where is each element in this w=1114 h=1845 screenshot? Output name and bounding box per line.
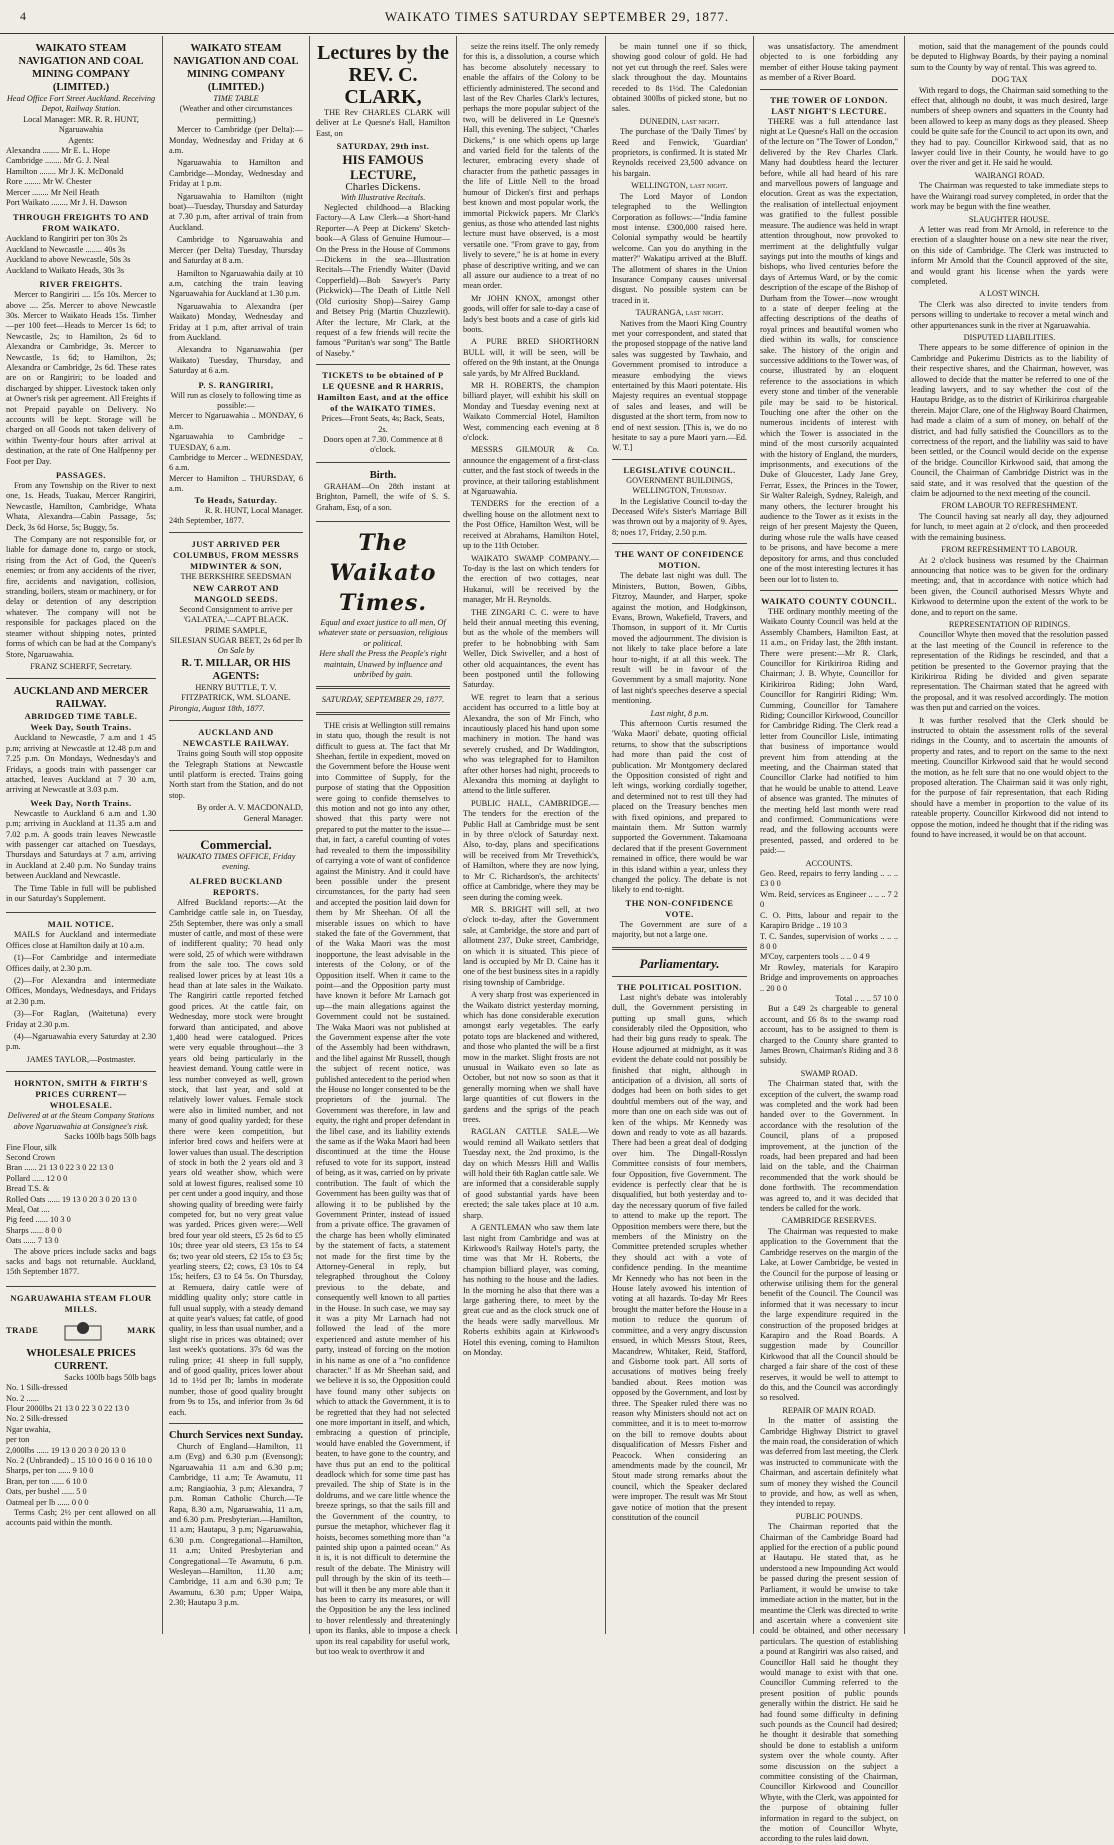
wholesale-row: Ngar uwahia, — [6, 1424, 51, 1434]
refreshment-text: At 2 o'clock business was resumed by the Chairman announcing that notice was to be given for the ordinary meeting; and, that in accordance with notice which had been given, the Council authorised Messrs Whyte and Kirkwood to determine upon the extent of the work to be done, and to report on the same. — [911, 555, 1108, 617]
wholesale-note: Terms Cash; 2½ per cent allowed on all accounts paid within the month. — [6, 1508, 156, 1528]
river-freights-text: Mercer to Rangiriri .... 15s 10s. Mercer to above .... 25s. Mercer to above Newcastle 30s. Mercer to Waikato Heads 15s. Timber—per 100 feet—Heads to Mercer 1s 6d; to Newcastle, 2s; to Hamilton, 2s 6d to Alexandra or Cambridge, 3s. Mercer to Newcastle, 1s 6d; to Hamilton, 2s; Alexandra or Cambridge, 2s 6d. These rates are on or Rangiriri; to be loaded and discharged by shipper. Livestock taken only at Owner's risk per agreement. All Freights if not Prepaid payable on Delivery. No accounts will be kept. Storage will be charged on all Goods not taken delivery of within Twenty-four hours after arrival at destination, at the rate of One Halfpenny per Foot per Day. — [6, 290, 156, 466]
news-item: Mr JOHN KNOX, amongst other goods, will offer for sale to-day a case of lady's best boots and a case of girls kid boots. — [463, 293, 600, 334]
price-row: Bread T.S. & — [6, 1184, 50, 1194]
rangiriri-text: Will run as closely to following time as possible:— — [170, 390, 302, 410]
wholesale-row: Bran, per ton ...... 6 10 0 — [6, 1476, 87, 1486]
church-text: Church of England—Hamilton, 11 a.m (Evg) and 6.30 p.m (Evensong); Ngaruawahia 11 a.m and 6.30 p.m; Cambridge, 11 a.m; Te Awamutu, 11 a.m; Rangiaohia, 3 p.m; Alexandra, 7 p.m. Roman Catholic Church.—Te Rapa, 8.30 a.m, Ngaruawahia, 11 a.m, and 6.30 p.m. Presbyterian.—Hamilton, 11 a.m; Hautapu, 3 p.m; Ngaruawahia, 6.30 p.m. Congregational—Hamilton, 11 a.m; United Presbyterian and Congregational—Te Awamutu, 6 p.m. Wesleyan—Hamilton, 11.30 a.m; Cambridge, 11 a.m and 6.30 p.m; Te Awamutu, 6.30 p.m; Upper Waipa, 2.30; Hautapu 3 p.m. — [169, 1442, 303, 1608]
account-row: Mr Rowley, materials for Karapiro Bridge and improvements on approaches .. 20 0 0 — [760, 962, 898, 993]
railway-note: The Time Table in full will be published in our Saturday's Supplement. — [6, 883, 156, 903]
lost-winch-text: The Clerk was also directed to invite tenders from persons willing to undertake to recover a metal winch and other appurtenances sunk in the river at Ngaruawahia. — [911, 299, 1108, 330]
slaughter-house-title: SLAUGHTER HOUSE. — [968, 214, 1051, 224]
trade-mark-emblem-icon — [63, 1318, 103, 1344]
county-council-title: WAIKATO COUNTY COUNCIL. — [761, 595, 897, 606]
arrived-ship: Second Consignment to arrive per 'GALATEA,'—CAPT BLACK. — [179, 604, 293, 625]
price-row: Sharps ...... 8 0 0 — [6, 1225, 62, 1235]
public-pounds-text: The Chairman reported that the Chairman of the Cambridge Board had applied for the erection of a public pound at Hautapu. He stated that, as he understood a new Impounding Act would be passed during the present session of Parliament, it would be unwise to take immediate action in the matter, but in the meantime the Clerk was directed to write and ascertain where a convenient site could be obtained, and other necessary particulars. The question of establishing a pound at Rangiriri was also raised, and Councillor Hall said he thought they would manage to exist with that one. Councillor Cumming referred to the present position of public pounds generally within the district. He said he had found some difficulty in defining such pounds as the Council had desired; he thought it desirable that something should be done to establish a uniform system over the whole county. After some discussion on the subject a committee consisting of the Chairman, Councillor Kirkwood and Councillor Whyte, with the Clerk, was appointed for the purpose of obtaining fuller information in regard to the subject, on the motion of Councillor Whyte, according to the rules laid down. — [760, 1522, 898, 1844]
non-confidence-text: The Government are sure of a majority, but not a large one. — [612, 919, 747, 940]
telegram-text: Natives from the Maori King Country met your correspondent, and stated that the proposed stoppage of the native land sales was suggested by Tawhaio, and Government promised to introduce a measure embodying the views entertained by this Maori potentate. His Majesty requires an eventual stoppage of sales and leases, and will be disgusted at the short term, from now to end of next session. [This is, we do no hesitate to say a pure Maori yarn.—Ed. W. T.] — [612, 318, 747, 453]
agent-line: Rore ........ Mr W. Chester — [6, 177, 92, 187]
page-number: 4 — [20, 9, 26, 23]
mail-item: (1)—For Cambridge and intermediate Offices daily, at 2.30 p.m. — [6, 953, 156, 973]
agents-label: Agents: — [68, 135, 94, 145]
news-item: PUBLIC HALL, CAMBRIDGE.—The tenders for the erection of the Public Hall at Cambridge must be sent in by three o'clock of Saturday next. Also, to-day, plans and specifications will be received from Mr Trevethick's, of Hamilton, where they are now lying, to Mr C. Richardson's, the architects' office at Cambridge, where they may be seen during the coming week. — [463, 798, 599, 902]
lectures-intro: THE Rev CHARLES CLARK will deliver at Le Quesne's Hall, Hamilton East, on — [316, 108, 450, 138]
news-item: MESSRS GILMOUR & Co. announce the engagement of a first-class cutter, and the fast stock of tweeds in the province, at their tailoring establishment at Ngaruawahia. — [463, 445, 599, 497]
freight-line: Auckland to Rangiriri per ton 30s 2s — [6, 234, 128, 244]
repair-road-title: REPAIR OF MAIN ROAD. — [782, 1405, 876, 1415]
wairangi-road-title: WAIRANGI ROAD. — [974, 170, 1045, 180]
rangiriri-row: Mercer to Ngaruawahia .. MONDAY, 6 a.m. — [169, 411, 303, 431]
account-row: M'Coy, carpenters tools .. .. 0 4 9 — [760, 952, 870, 962]
parliamentary-title: Parliamentary. — [639, 955, 720, 971]
account-row: C. O. Pitts, labour and repair to the Karapiro Bridge .. 19 10 3 — [760, 910, 898, 931]
south-trains-text: Auckland to Newcastle, 7 a.m and 1 45 p.m; arriving at Newcastle at 12.48 p.m and 7.25 p.m. On Mondays, Wednesday's and Fridays, a goods train with passenger car attached, leaves Auckland at 7 30 a.m, arriving at Newcastle at 3.03 p.m. — [6, 733, 156, 795]
south-trains-title: Week Day, South Trains. — [30, 722, 132, 733]
ridings-title: REPRESENTATION OF RIDINGS. — [948, 619, 1071, 629]
seeds-ad — [169, 539, 303, 721]
council-continued: motion, said that the management of the pounds could be deputed to Highway Boards, by their paying a nominal sum to the County by way of rental. This was agreed to. — [911, 42, 1108, 72]
newcastle-railway-notice — [169, 727, 303, 831]
price-row: Pig feed ...... 10 3 0 — [6, 1215, 71, 1225]
tower-title: THE TOWER OF LONDON. — [770, 94, 888, 105]
county-council-text: THE ordinary monthly meeting of the Waikato County Council was held at the Assembly Chambers, Hamilton East, at 11 a.m., on Friday last, the 28th instant. There were present:—Mr R. Clark, Councillor for Kirikiriroa Riding and Chairman; J. B. Whyte, Councillor for Kirikiriroa Riding; John Ward, Councillor for Rangiriri Riding; Wm. Cumming, Councillor for Tamahere Riding; Councillor Kirkwood, Councillor for Cambridge Riding. The Clerk read a letter from Councillor Lisle, intimating that business of importance would prevent him from attending at the meeting, and the Chairman stated that Councillor Clarke had notified to him that he would be unable to attend. Leave of absence was granted. The minutes of the meeting held last month were read and confirmed. Communications were read, and the following accounts were presented, passed, and ordered to be paid:— — [760, 606, 898, 856]
paper-motto-2: Here shall the Press the People's right maintain, Unawed by influence and unbribed by gain. — [319, 649, 447, 679]
prices-title: HORNTON, SMITH & FIRTH'S PRICES CURRENT—WHOLESALE. — [14, 1078, 148, 1111]
arrived-seller: R. T. MILLAR, OR HIS AGENTS: — [181, 657, 291, 682]
arrived-seed: NEW CARROT AND MANGOLD SEEDS. — [192, 582, 280, 604]
council-text: In the Legislative Council to-day the Deceased Wife's Sister's Marriage Bill was thrown out by a majority of 9. Ayes, 8; noes 17, Friday, 2.50 p.m. — [612, 496, 747, 537]
account-row: Geo. Reed, repairs to ferry landing .. .. .. £3 0 0 — [760, 869, 898, 889]
arrived-beet: SILESIAN SUGAR BEET, 2s 6d per lb — [169, 636, 303, 646]
account-row: T. C. Sandes, supervision of works .. .. .. 8 0 0 — [760, 931, 898, 951]
price-row: Second Crown — [6, 1152, 56, 1162]
wholesale-row: per ton — [6, 1435, 30, 1445]
column-3 — [310, 36, 456, 1656]
rangiriri-row: Ngaruawahia to Cambridge .. TUESDAY, 6 a.m. — [169, 432, 303, 452]
repair-road-text: In the matter of assisting the Cambridge Highway District to gravel the main road, the consideration of which was deferred from last meeting, the Clerk was instructed to communicate with the Chairman, and ascertain definitely what sum of money they wished the Council to provide, and how, as well as when, they intended to repay. — [760, 1416, 899, 1509]
wholesale-row: No. 1 Silk-dressed — [6, 1383, 68, 1393]
prices-current-ad — [6, 1078, 156, 1287]
prices-note: The above prices include sacks and bags sacks and bags not returnable. Auckland, 15th September 1877. — [6, 1246, 156, 1277]
accounts-total: Total .. .. .. 57 10 0 — [835, 993, 898, 1003]
newcastle-signature: By order A. V. MACDONALD, General Manager. — [197, 803, 303, 823]
wholesale-title: WHOLESALE PRICES CURRENT. — [26, 1347, 136, 1372]
account-row: Wm. Reid, services as Engineer .. .. .. 7 2 0 — [760, 889, 898, 910]
rangiriri-signature: R. R. HUNT, Local Manager. — [204, 505, 303, 515]
tower-text: THERE was a full attendance last night at Le Quesne's Hall on the occasion of the lecture on "The Tower of London," delivered by the Rev Charles Clark. Many had doubtless heard the lecturer before, while all had heard of his rare and marvellous powers of language and elocution. Great as was the expectation, the realisation of intellectual enjoyment was gratified to the fullest possible measure. The audience was held in wrapt attention throughout, now provoked to merriment at the delightfully vulgar sayings put into the mouths of kings and bishops, who lived centuries before the days of Artemus Ward, or by the comic description of the escape of the Bishop of Durham from the Tower—now wrought to a state of deeper feeling at the affecting descriptions of the deaths of royal princes and beautiful women who died within its walls, for conscience sake. The history of the origin and successive additions to the Tower was, of course, illustrated by an eloquent reference to the associations in which every stone and timber of the venerable pile may be said to be historical. Touching one after the other on the numerous incidents of interest with which the Tower is associated in the mind of the most cursorily acquainted with the history of England, the murders, imprisonments, and executions of the Duke of Gloucester, Lady Jane Grey, Ferrar, Essex, the Princes in the Tower, Sir Walter Raleigh, Sydney, Raleigh, and many others, the lecturer brought his audience to the Tower as it exists in the reign of her present Majesty the Queen, during whose rule the walls have ceased to be prisons, and have become a mere depository for arms, and thus concluded one of the most interesting lectures it has been our lot to listen to. — [760, 116, 899, 584]
paper-motto: Equal and exact justice to all men, Of whatever state or persuasion, religious or political. — [318, 617, 448, 648]
wholesale-row: No. 2 ...... — [6, 1393, 39, 1403]
schedule-item: Cambridge to Ngaruawahia and Mercer (per Delta) Tuesday, Thursday and Saturday at 8 a.m. — [169, 235, 303, 266]
dog-tax-title: DOG TAX — [991, 75, 1028, 85]
lectures-body: Neglected childhood—a Blacking Factory—A Law Clerk—a Short-hand Reporter—A Peep at Dickens' Sketch-book—A Glass of Genuine Humour—On the Press in the House of Commons—Dickens in the sea—Illustration Recitals—The Friendly Waiter (David Copperfield)—Bob Sawyer's Party (Pickwick)—The Death of Little Nell (Old curiosity Shop)—Sairey Gamp and Betsey Prig (Martin Chuzzlewit). After the lecture, Mr Clark, at the request of a few friends will recite the famous "Puritan's war song" The Battle of Naseby." — [316, 203, 450, 358]
railway-subtitle: ABRIDGED TIME TABLE. — [24, 711, 138, 722]
steam-navigation-ad — [6, 42, 156, 679]
accounts-title: ACCOUNTS. — [805, 858, 853, 868]
steam-timetable-ad — [169, 42, 303, 533]
mark-label: MARK — [127, 1325, 156, 1336]
railway-title: AUCKLAND AND MERCER RAILWAY. — [13, 686, 149, 711]
lectures-name: REV. C. CLARK, — [344, 64, 422, 108]
schedule-item: Ngaruawahia to Hamilton (night boat)—Tuesday, Thursday and Saturday at 7.30 p.m, after arrival of train from Auckland. — [169, 191, 303, 232]
freight-line: Auckland to Newcastle ........ 40s 3s — [6, 244, 126, 254]
birth-text: GRAHAM—On 28th instant at Brighton, Parnell, the wife of S. S. Graham, Esq, of a son. — [316, 481, 450, 512]
commercial-title: Commercial. — [200, 836, 272, 852]
disputed-liabilities-text: There appears to be some difference of opinion in the Cambridge and Pukerimu Districts as to the liability of their respective shares, and the Chairman, however, was allowed to decide that the matter be referred to one of the leading lawyers, and to say whether the cost of the Hautapu Bridge, as to the district of Kirikiriroa chargeable therein. Major Clare, one of the Highway Board Chairmen, had made a claim of a sum of money, on behalf of the district, and had fully satisfied the Councillors as to the correctness of the report, and the liability was said to have been settled, or the Council would decide on the expense of the bridge. Councillor Kirkwood said, that among the Council, the Chairman of Cambridge District was in the said state, and it was resolved that the question of the claim be adjourned to the next meeting of the council. — [911, 343, 1108, 499]
news-item: RAGLAN CATTLE SALE.—We would remind all Waikato settlers that Tuesday next, the 2nd proximo, is the day on which Messrs Hill and Wallis will hold their 6th Raglan cattle sale. We are informed that a considerable supply of good substantial yards have been erected; the sale takes place at 10 a.m. sharp. — [463, 1127, 599, 1220]
schedule-item: Mercer to Cambridge (per Delta):—Monday, Wednesday and Friday at 6 a.m. — [169, 125, 303, 156]
masthead — [0, 0, 1114, 34]
passages-note: The Company are not responsible for, or liable for damage done to, cargo or stock, rising from the Act of God, the Queen's enemies; or from any accidents of the river, fire, accidents and navigation, collision, stranding, boilers, steam or machinery, or for delay or detention of any description whatever. The company will not be responsible for packages placed on the steamer without shipping notes, printed forms of which can be had at the Company's Store, Ngaruawahia. — [6, 535, 156, 659]
ad-title: WAIKATO STEAM NAVIGATION AND COAL MINING COMPANY (LIMITED.) — [18, 43, 144, 93]
non-confidence-title: THE NON-CONFIDENCE VOTE. — [625, 897, 734, 919]
mail-notice — [6, 919, 156, 1072]
trade-label: TRADE — [6, 1325, 39, 1336]
mail-text: MAILS for Auckland and intermediate Offices close at Hamilton daily at 10 a.m. — [6, 930, 156, 950]
commercial-section — [169, 837, 303, 1609]
column-5 — [606, 36, 753, 1636]
agent-line: Mercer ........ Mr Neil Heath — [6, 187, 100, 197]
arrived-subtitle: THE BERKSHIRE SEEDSMAN — [180, 572, 292, 582]
want-confidence-text: The debate last night was dull. The Ministers, Button, Bowen, Gibbs, Fitzroy, Maunder, and Harper, spoke against the motion, and Hodgkinson, Evans, Brown, Wakefield, Travers, and Thomson, in support of it. Mr Curtis moved the adjournment. The division is not likely to take place before a late hour to-night, if at all this week. The result will be in favour of the Government by a small majority. None of last night's speeches deserve a special mentioning. — [612, 571, 747, 706]
river-freights-title: RIVER FREIGHTS. — [39, 279, 123, 290]
council-subtitle: GOVERNMENT BUILDINGS, WELLINGTON, Thursday. — [626, 475, 733, 496]
arrived-agents: HENRY BUTTLE, T. V. FITZPATRICK, WM. SLOANE. — [181, 682, 291, 703]
flour-mills-ad — [6, 1293, 156, 1529]
lectures-recitals: With Illustrative Recitals. — [340, 192, 426, 202]
editorial-text: THE crisis at Wellington still remains in statu quo, though the result is not difficult to guess at. The fact that Mr Sheehan, fertile in expedient, moved on the Government before the House went into Committee of Supply, for the purpose of stating that the Opposition were going to confide themselves to this motion and not go into any other, showed that this party were not prepared to put the matter to the issue—that, in fact, a careful counting of votes had revealed to them the impossibility of carrying a vote of want of confidence against the Ministry. And it could have been possible under the present circumstances, for the party had seen and accepted the position laid down for them by Mr Sheehan. Of all the miserable issues on which to have staked the fate of the Government, that of the Waka Maori was the most inopportune, the least advisable in the interests of the Colony, or of the Opposition itself. When it came to the point—and the Opposition party must have known it before Mr Larnach got up—the main allegations against the Government could not be sustained. The Waka Maori was not published at the Government expense after the vote of the Assembly had been withdrawn, and the libel against Mr Russell, though the subject of recent notice, was published antecedent to the period when the House no longer consented to be the proprietors of the journal. The Government was therefore, in law and equity, the right and proper defendant in the libel case, and its liability extends the same as if the Waka Maori had been discontinued at the time the House refused to vote for its support, instead of being, as it was, carried on by private contribution. The fault of which the Government has been guilty was that of allowing it to be published by the Government Printer, instead of issued from a private office. The gravamen of the charge has been wholly eliminated by the statement of facts, a statement not made for the first time by the Attorney-General in reply, but telegraphed throughout the Colony previous to the debate, and consequently well known to all parties in the House. In such case, we may say it was a pity Mr Larnach had not followed the lead of the more experienced and astute member of his party, instead of forcing on the motion in his name as one of a "no confidence character." If as Mr Sheehan said, and we believe it is so, the Opposition could have found many other subjects on which to attack the Government, it is to be regretted that they had not selected one more important in itself, and which, embracing a question of principle, would have enabled the Government, if beaten, to have gone to the country, and have thus put an end to the political deadlock which for some time past has prevailed. The ship of State is in the doldrums, and we care little whence the breeze springs, so that the sails fill and the Government of the country, to pursue the metaphor, whichever flag it hoists, becomes something more than "a painted ship upon a painted ocean." As it is, it is not difficult to determine the result of the debate. The Ministry will pull through by the skin of its teeth—but will it then be any more able than it has been to carry its measures, or will the Opposition be any the less inclined to hover relentlessly and threateningly upon its flanks, able to impose a check upon its real capability for useful work, but too weak to overthrow it and — [316, 720, 450, 1656]
lectures-date: SATURDAY, 29th inst. — [336, 141, 430, 152]
political-position-text: Last night's debate was intolerably dull, the Government persisting in putting up small guns, which considerably riled the Opposition, who had their big guns ready to speak. The House adjourned at midnight, as it was evident the debate could not possibly be finished that night, although in anticipation of a division, all sorts of dodges had been on both sides to get doubtful members out of the way, and more than one on each side was out of ken of the whips. Mr Kennedy was down and ready to vote as all hazards. There had been a great deal of dodging over him. The Dingall-Rosslyn Committee consists of four members, four Opposition, five Government. The evidence is perfectly clear that he is disqualified, but both yesterday and to-day the necessary quorum of five failed to attend to make up the report. The Opposition members were there, but the members of the Ministry on the Committee pretended scruples whether they should act with a vote of confidence pending. In the meantime Mr Kennedy who has not been in the House lately avowed his intention of voting at all hazards. To-day Mr Rees brought the matter before the House in a motion to reduce the quorum of committee, and a very angry discussion ensued, in which Messrs Stout, Rees, Macandrew, Whitaker, Reid, Stafford, and Gisborne took part. All sorts of accusations of motives being freely bandied about. Rees motion was opposed by the Government, and lost by three. The Speaker ruled there was no reason why Ministers should not act on committee, and it is to meet to-morrow on the bill to remove doubts about disqualification of Messrs Fisher and Peacock. When considering an amendments made by the council, Mr Stout made strong remarks about the council, which the Speaker declared were improper. The result was Mr Stout gave notice of motion that the present constitution of the council — [612, 992, 747, 1522]
passages-text: From any Township on the River to next one, 1s. Heads, Tuakau, Mercer Rangiriri, Newcastle, Hamilton, Cambridge, Whata Whata, Alexandra—Cabin Passage, 5s; Deck, 3s 6d Horse, 5s; Buggy, 5s. — [6, 481, 156, 532]
public-pounds-title: PUBLIC POUNDS. — [795, 1511, 863, 1521]
news-item: A PURE BRED SHORTHORN BULL will, it will be seen, will be offered on the 9th instant, at the Onunga sale yards, by Mr Alfred Buckland. — [463, 337, 599, 378]
rangiriri-row: Mercer to Hamilton .. THURSDAY, 6 a.m. — [169, 473, 303, 494]
news-item: A very sharp frost was experienced in the Waikato district yesterday morning, which has done considerable execution amongst early vegetables. The early potato tops are blackened and withered, and those who planted the will be a first mow in the market. Slight frosts are not unusual in Waikato even so late as October, but not now so soon as that it generally morning when we shall have large quantities of cut flowers in the gardens and the sprigs of the peach trees. — [463, 990, 599, 1125]
rangiriri-date: 24th September, 1877. — [169, 516, 244, 526]
column-2 — [163, 36, 309, 1636]
want-confidence-text-2: This afternoon Curtis resumed the 'Waka Maori' debate, quoting official returns, to show that the subscriptions had more than paid the cost of publication. Mr Montgomery declared the Opposition consisted of right and left wings, working cordially together, and determined not to rest till they had placed on the Treasury benches men with fixed opinions, and prepared to maintain them. Mr Sutton warmly supported the Government. Takamoana declared that if the present Government remained in office, there would be war in this island within a year, unless they changed the policy. The debate is not likely to end to-night. — [612, 718, 747, 895]
column-6 — [754, 36, 904, 1844]
price-row: Pollard ...... 12 0 0 — [6, 1173, 68, 1183]
news-item: WE regret to learn that a serious accident has occurred to a little boy at Alexandra, the son of Mr Finch, who incautiously placed his hand upon some machinery in motion. The hand was severely crushed, and Dr Waddington, who was telegraphed for to Hamilton after other horses had night, proceeds to Alexandra this morning at daylight to attend to the little sufferer. — [463, 692, 599, 796]
cambridge-reserves-title: CAMBRIDGE RESERVES. — [781, 1216, 877, 1226]
county-council-text-2: But a £49 2s chargeable to general account, and £6 8s to the swamp road account, has to be assigned to them is charged to the County share granted to James Brown, Chairman's Riding and 3 8 subsidy. — [760, 1004, 898, 1066]
lectures-topic: HIS FAMOUS LECTURE, — [342, 152, 424, 183]
assessment-text: It was further resolved that the Clerk should be instructed to obtain the assessment rolls of the several ridings in the County, and to ascertain the amounts of property and rates, and to report on the same to the next meeting. Councillor Kirkwood said that he would second the motion, as he felt sure that no one would object to the proposed alteration. The Chairman said it was only right, for the purpose of fair representation, that each Riding should have a member in proportion to the value of its rateable property. Councillor Kirkwood did not intend to oppose the motion, indeed he thought that if the riding was found to have increased, it would be on that account. — [911, 715, 1108, 840]
wholesale-header: Sacks 100lb bags 50lb bags — [64, 1372, 156, 1382]
wholesale-row: Sharps, per ton ...... 9 10 0 — [6, 1466, 94, 1476]
north-trains-text: Newcastle to Auckland 6 a.m and 1.30 p.m; arriving in Auckland at 11.35 a.m and 7.02 p.m. A goods train leaves Newcastle with passenger car attached on Tuesdays, Thursdays and Saturdays at 7 a.m, arriving in Auckland at 2.40 p.m. No Sunday trains between Auckland and Newcastle. — [6, 808, 156, 881]
price-row: Meal, Oat .... — [6, 1204, 50, 1214]
freight-line: Auckland to Waikato Heads, 30s 3s — [6, 265, 125, 275]
agent-line: Cambridge ........ Mr G. J. Neal — [6, 156, 110, 166]
wholesale-row: Oats, per bushel ...... 5 0 — [6, 1487, 87, 1497]
wholesale-row: Oatmeal per lb ...... 0 0 0 — [6, 1497, 89, 1507]
telegram-text: be main tunnel one if so thick, showing good colour of gold. He had not yet cut through the reef. Sales were slack throughout the day. Mountains receded to 8s 1½d. The Caledonian obtained 300lbs of picked stone, but no sales. — [612, 42, 747, 114]
ad-manager: Local Manager: MR. R. R. HUNT, Ngaruawahia — [23, 114, 139, 135]
mail-item: (4)—Ngaruawahia every Saturday at 2.30 p.m. — [6, 1032, 156, 1052]
tickets-doors: Doors open at 7.30. Commence at 8 o'clock. — [323, 434, 443, 455]
lectures-subject: Charles Dickens. — [345, 181, 421, 194]
agent-line: Alexandra ........ Mr E. L. Hope — [6, 146, 110, 156]
tickets-prices: Prices—Front Seats, 4s; Back, Seats, 2s. — [321, 414, 445, 434]
cambridge-reserves-text: The Chairman was requested to make application to the Government that the Cambridge reserves on the margin of the Lake, at Lower Cambridge, be vested in the Council for the purpose of leasing or otherwise utilising them for the general benefit of the Council. The Council was informed that it was necessary to incur the large expenditure required in the construction of the proposed bridges at Karapiro and the Road Boards. A suggestion made by Councillor Kirkwood that all the Council should be charged a fair share of the cost of these reserves, it would be well to attempt to do this, and the Council was accordingly so resolved. — [760, 1226, 898, 1403]
prices-header: Sacks 100lb bags 50lb bags — [64, 1132, 156, 1142]
labour-text: The Council having sat nearly all day, they adjourned for lunch, to meet again at 2 o'clock, and then proceeded with the remaining business. — [911, 511, 1108, 542]
timetable-label: TIME TABLE — [213, 94, 259, 103]
newcastle-text: Trains going South will stop opposite the Telegraph Stations at Newcastle until platform is erected. Trains going North start from the Station, and do not stop. — [169, 749, 303, 800]
news-item: WAIKATO SWAMP COMPANY.—To-day is the last on which tenders for the erection of two cottages, near Hukanui, will be received by the manager, Mr H. Reynolds. — [463, 553, 599, 605]
price-row: Bran ...... 21 13 0 22 3 0 22 13 0 — [6, 1163, 114, 1173]
news-item: THE ZINGARI C. C. were to have held their annual meeting this evening, but as the whole of the members will prefer to be hobnobbing with Sam Weller, Dick Swiveller, and a host of other old acquaintances, the event has been postponed until the following Saturday. — [463, 607, 599, 690]
political-position-title: THE POLITICAL POSITION. — [617, 981, 742, 992]
schedule-item: Ngaruawahia to Hamilton and Cambridge—Monday, Wednesday and Friday at 1 p.m. — [169, 158, 303, 189]
council-title: LEGISLATIVE COUNCIL. — [623, 464, 736, 475]
labour-title: FROM LABOUR TO REFRESHMENT. — [941, 501, 1078, 511]
price-row: Fine Flour, silk — [6, 1142, 57, 1152]
news-item: TENDERS for the erection of a dwelling house on the allotment next to the Post Office, Hamilton West, will be received at Abrahams, Hamilton Hotel, up to the 11th October. — [463, 499, 599, 551]
railway-ad — [6, 685, 156, 913]
weather-note: (Weather and other circumstances permitting.) — [179, 104, 293, 124]
lectures-title: Lectures by the — [317, 42, 449, 64]
rangiriri-note: To Heads, Saturday. — [194, 494, 278, 505]
disputed-liabilities-title: DISPUTED LIABILITIES. — [963, 332, 1056, 342]
mail-title: MAIL NOTICE. — [47, 919, 115, 930]
slaughter-house-text: A letter was read from Mr Arnold, in reference to the erection of a slaughter house on a new site near the river, on this side of Cambridge. The Clerk was instructed to inform Mr Arnold that the Council approved of the site, and would grant his license when the yards were completed. — [911, 224, 1108, 286]
rangiriri-row: Cambridge to Mercer .. WEDNESDAY, 6 a.m. — [169, 453, 303, 473]
prices-subtitle: Delivered at at the Steam Company Stations above Ngaruawahia at Consignee's risk. — [7, 1111, 155, 1131]
dateline: Last night, 8 p.m. — [650, 708, 709, 718]
mail-signature: JAMES TAYLOR,—Postmaster. — [26, 1054, 136, 1064]
wholesale-row: No. 2 Silk-dressed — [6, 1414, 68, 1424]
freight-line: Auckland to above Newcastle, 50s 3s — [6, 255, 131, 265]
refreshment-title: FROM REFRESHMENT TO LABOUR. — [941, 545, 1078, 555]
dateline: WELLINGTON, last night. — [631, 181, 728, 191]
schedule-item: Alexandra to Ngaruawahia (per Waikato) Tuesday, Thursday, and Saturday at 6 a.m. — [169, 345, 303, 376]
newspaper-header-title: WAIKATO TIMES SATURDAY SEPTEMBER 29, 1877. — [384, 9, 730, 24]
tickets-title: TICKETS to be obtained of P LE QUESNE and R HARRIS, Hamilton East, and at the office of the WAIKATO TIMES. — [317, 370, 449, 414]
editorial-date: SATURDAY, SEPTEMBER 29, 1877. — [321, 695, 445, 705]
news-item: A GENTLEMAN who saw them late last night from Cambridge and was at Kirkwood's Railway Hotel's party, the time was that Mr H. Roberts, the champion billiard player, was coming, has nothing to the house and the ladies. In the morning he also that there was a large gathering there, to meet by the great cue and as the clock struck one of the heads were sadly marvellous. Mr Roberts exhibits again at Kirkwood's Hotel this evening, coming to Hamilton on Monday. — [463, 1223, 599, 1357]
ad-office: Head Office Fort Street Auckland. Receiving Depot, Railway Station. — [6, 94, 156, 114]
dog-tax-text: With regard to dogs, the Chairman said something to the effect that, although no doubt, it was much desired, large numbers of sheep owners and squatters in the County had been allowed to keep as many dogs as they pleased. Sheep could be quite safe for the Council to act upon its own, and they had to pay. Councillor Kirkwood said, that as no lawyer could live in their County, he would have to go over the river and get it. He said he would. — [911, 85, 1108, 168]
rangiriri-title: P. S. RANGIRIRI, — [198, 379, 274, 390]
buckland-text: Alfred Buckland reports:—At the Cambridge cattle sale in, on Tuesday, 25th September, there was only a small muster of cattle, and most of these were of indifferent quality; 70 head only were sold, 25 of which were withdrawn from the sale too. The cows sold realised lower prices by at least 10s a head than at late sales in the Waikato. The Rangiriri cattle reported fetched good prices. At the cattle fair, on Wednesday, more stock were brought forward than anticipated, and above 1,400 head were catalogued. Prices were very equable throughout—the 3 years old being particularly in the heaviest demand. Young cattle were in less number conveyed as well, grown stock, that last year, and sold at relatively lower values. Female stock were also in limited number, and not many of good quality yarded; for these there were keen competition, but inferior bred cows and heifers were at lower values than usual. The description of stock in both the 2 years old and 3 years old weather show, which were sold at lowest figures, realised some 10 per cent under a good inquiry, and those showing quality of breeding were fairly competed for, but no very great value was yarded. Prices given were:—Well bred four year old steers, £5 2s 6d to £5 10s; three year old steers, £3 15s to £4 6s; two year old steers, £2 15s to £3 5s; yearling steers, £2; cows, £3 10s to £4 15s; heifers, £3 to £4 5s. On Thursday, at Remuera, dairy cattle were of middling quality only; store cattle in full usual supply, with a steady demand at quite year's values; fat cattle, of good quality, in less than usual number, and a slight rise in prices was obtained; over last week's quotations. 37s 6d was the ruling price; 41 sheep in full supply, and of good quality, prices lower about 1d to 1½d per lb; lambs in moderate number, those of good quality brought from 9s to 15s, and inferior from 3s 6d each. — [169, 897, 303, 1417]
ad-title: WAIKATO STEAM NAVIGATION AND COAL MINING COMPANY (LIMITED.) — [173, 43, 299, 93]
telegram-text: The Lord Mayor of London telegraphed to the Wellington Corporation as follows:—"India famine most intense. £300,000 raised here. Colonial sympathy would be heartily welcome. Can you do anything in the matter?" Wakatipu arrived at the Bluff. The allotment of shares in the Union Insurance Company causes universal disgust. No possible system can be traced in it. — [612, 191, 747, 305]
freights-title: THROUGH FREIGHTS TO AND FROM WAIKATO. — [12, 212, 150, 234]
arrived-date: Pirongia, August 18th, 1877. — [169, 703, 265, 713]
column-4 — [457, 36, 605, 1636]
editorial-continued: seize the reins itself. The only remedy for this is, a dissolution, a course which has become absolutely necessary to enable the affairs of the Colony to be efficiently administered. The second and last of the Rev Charles Clark's lectures, perhaps the more popular subject of the two, will be delivered in Le Quesne's Hall, this evening. The subject, "Charles Dickens," is one which opens up large and varied field for the talents of the lecturer, embracing every shade of character from the pathetic passages in the life of Little Nell to the broad humour of Dicken's first and perhaps best known and most popular work, the immortal Pickwick papers. Mr Clark's genius, as those who attended last nights lecture must have observed, is a most versatile one. "From grave to gay, from lively to severe," he is at home in every phase of descriptive writing, and we can all assure our audience to a treat of no mean order. — [463, 42, 599, 291]
schedule-item: Hamilton to Ngaruawahia daily at 10 a.m, catching the train leaving Ngaruawahia for Auckland at 1.30 p.m. — [169, 268, 303, 299]
birth-title: Birth. — [369, 469, 397, 481]
wairangi-road-text: The Chairman was requested to take immediate steps to have the Wairangi road survey completed, in order that the work may be begun with the fine weather. — [911, 181, 1108, 212]
political-continued: was unsatisfactory. The amendment objected to is one forbidding any member of either House taking payment as member of a River Board. — [760, 42, 898, 83]
wholesale-row: No. 2 (Unbranded) .. 15 10 0 16 0 0 16 10 0 — [6, 1456, 152, 1466]
mills-title: NGARUAWAHIA STEAM FLOUR MILLS. — [10, 1292, 152, 1314]
column-1 — [0, 36, 162, 1636]
lost-winch-title: A LOST WINCH. — [979, 289, 1040, 299]
mail-item: (2)—For Alexandra and intermediate Offices, Mondays, Wednesdays, and Fridays at 2.30 p.m. — [6, 976, 156, 1006]
wholesale-row: 2,000lbs ...... 19 13 0 20 3 0 20 13 0 — [6, 1445, 126, 1455]
price-row: Oats ...... 7 13 0 — [6, 1236, 59, 1246]
wholesale-row: Flour 2000lbs 21 13 0 22 3 0 22 13 0 — [6, 1404, 130, 1413]
arrived-sample: PRIME SAMPLE, — [204, 625, 268, 635]
mail-item: (3)—For Raglan, (Waitetuna) every Friday at 2.30 p.m. — [6, 1009, 156, 1029]
telegram-text: The purchase of the 'Daily Times' by Reed and Fenwick, 'Guardian' proprietors, is confirmed. It is stated Mr Reynolds received 23,500 advance on his bargain. — [612, 127, 747, 178]
swamp-road-text: The Chairman stated that, with the exception of the culvert, the swamp road was completed and the work had been handed over to the Government. In accordance with the resolution of the Council, plans of a proposed improvement, at the junction of the roads, had been prepared and had been laid on the table, and the Chairman recommended that the work should be done forthwith. The recommendation was agreed to, and it was decided that tenders be called for the work. — [760, 1079, 898, 1214]
column-7 — [905, 36, 1114, 1636]
dateline: DUNEDIN, last night. — [639, 116, 720, 126]
paper-nameplate: The Waikato Times. — [329, 529, 437, 616]
buckland-title: ALFRED BUCKLAND REPORTS. — [189, 875, 283, 897]
schedule-item: Ngaruawahia to Alexandra (per Waikato) Monday, Wednesday and Friday at 1 p.m, after arrival of train from Auckland. — [169, 301, 303, 342]
dateline: TAURANGA, last night. — [635, 308, 724, 318]
commercial-subtitle: WAIKATO TIMES OFFICE, Friday evening. — [176, 851, 296, 872]
newcastle-title: AUCKLAND AND NEWCASTLE RAILWAY. — [182, 727, 290, 749]
church-title: Church Services next Sunday. — [169, 1430, 303, 1442]
north-trains-title: Week Day, North Trains. — [30, 797, 132, 808]
birth-notice — [316, 469, 450, 522]
passages-signature: FRANZ SCHERFF, Secretary. — [30, 661, 132, 671]
editorial-section — [316, 528, 450, 1657]
agent-line: Hamilton ........ Mr J. K. McDonald — [6, 166, 124, 176]
lecture-ad — [316, 42, 450, 463]
price-row: Rolled Oats ...... 19 13 0 20 3 0 20 13 0 — [6, 1194, 137, 1204]
arrived-title: JUST ARRIVED PER COLUMBUS, FROM MESSRS MIDWINTER & SON, — [173, 539, 299, 572]
news-item: MR H. ROBERTS, the champion billiard player, will exhibit his skill on Monday and Tuesday evening next at Waikato Commercial Hotel, Hamilton West, commencing each evening at 8 o'clock. — [463, 381, 599, 443]
passages-title: PASSAGES. — [56, 470, 106, 480]
tower-subtitle: LAST NIGHT'S LECTURE. — [771, 105, 887, 116]
swamp-road-title: SWAMP ROAD. — [800, 1068, 858, 1078]
arrived-sale: On Sale by — [217, 646, 255, 656]
news-item: MR S. BRIGHT will sell, at two o'clock to-day, after the Government sale, at Cambridge, the store and part of allotment 237, Duke street, Cambridge, on which it is situated. This piece of land is occupied by Mr D. Caine has it one of the best business sites in a rapidly rising township of Cambridge. — [463, 904, 599, 987]
agent-line: Port Waikato ........ Mr J. H. Dawson — [6, 198, 127, 208]
want-confidence-title: THE WANT OF CONFIDENCE MOTION. — [614, 549, 745, 571]
ridings-text: Councillor Whyte then moved that the resolution passed at the last meeting of the Council in reference to the representation of the Ridings be rescinded, and that a petition be presented to the Governor praying that the Kirikiriroa Riding be divided and given separate representation. The Chairman stated that he agreed with the proposal, and it was resolved accordingly. The motion was then put and carried on the voices. — [911, 630, 1108, 713]
